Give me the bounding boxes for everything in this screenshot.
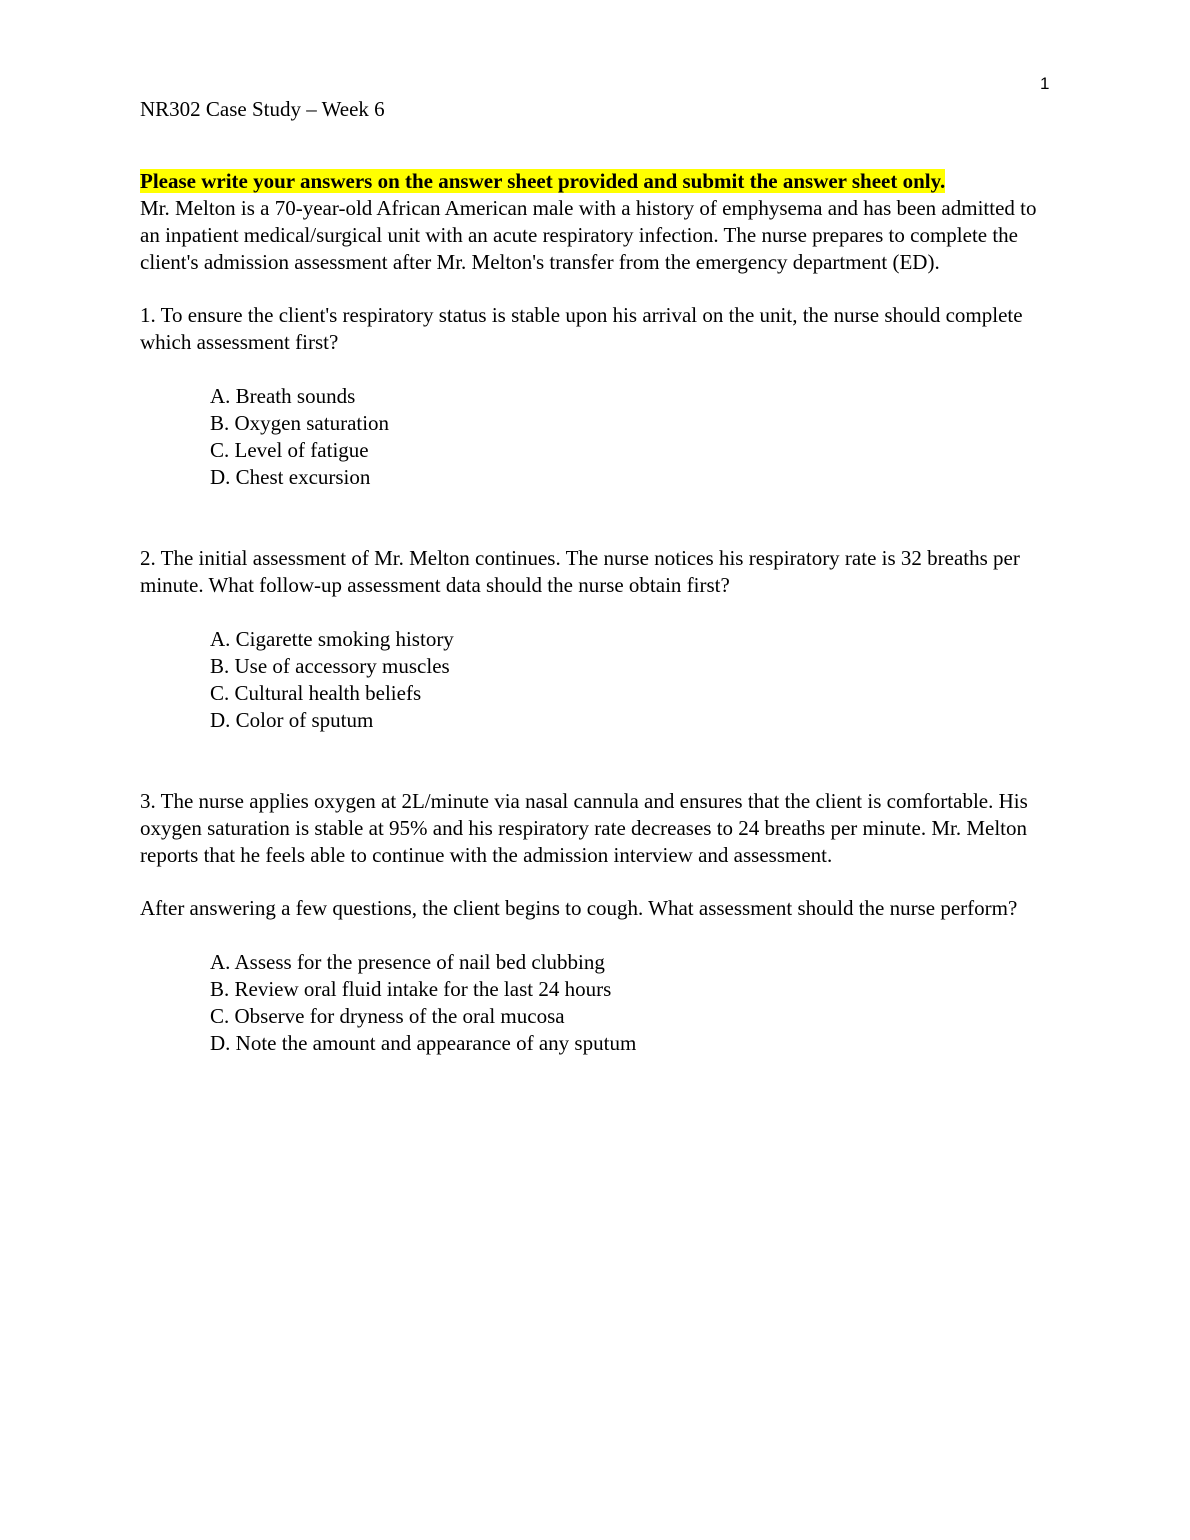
scenario-paragraph: Mr. Melton is a 70-year-old African American male with a history of emphysema and has been admitted to an inpatient medical/surgical unit with an acute respiratory infection. The nurse prepares to complete the client's admission assessment after Mr. Melton's transfer from the emergency department (ED). — [140, 196, 1037, 274]
question-1-option-b: B. Oxygen saturation — [210, 411, 390, 435]
question-3 — [140, 788, 1050, 1057]
question-3-stem: 3. The nurse applies oxygen at 2L/minute via nasal cannula and ensures that the client is comfortable. His oxygen saturation is stable at 95% and his respiratory rate decreases to 24 breaths per minute. Mr. Melton reports that he feels able to continue with the admission interview and assessment. — [140, 789, 1028, 867]
question-2-stem: 2. The initial assessment of Mr. Melton continues. The nurse notices his respiratory rate is 32 breaths per minute. What follow-up assessment data should the nurse obtain first? — [140, 546, 1020, 597]
instruction-banner — [140, 168, 1050, 195]
question-3-option-b: B. Review oral fluid intake for the last 24 hours — [210, 977, 612, 1001]
question-3-followup: After answering a few questions, the client begins to cough. What assessment should the nurse perform? — [140, 896, 1018, 920]
question-1-option-d: D. Chest excursion — [210, 465, 371, 489]
question-3-option-c: C. Observe for dryness of the oral mucosa — [210, 1004, 565, 1028]
question-2-option-d: D. Color of sputum — [210, 708, 374, 732]
question-1-option-c: C. Level of fatigue — [210, 438, 369, 462]
document-body — [140, 96, 1050, 1057]
question-3-option-d: D. Note the amount and appearance of any sputum — [210, 1031, 637, 1055]
page-number: 1 — [1040, 74, 1050, 93]
question-2 — [140, 545, 1050, 734]
question-2-options — [140, 626, 1050, 734]
question-3-option-a: A. Assess for the presence of nail bed clubbing — [210, 950, 605, 974]
question-3-options — [140, 949, 1050, 1057]
document-title: NR302 Case Study – Week 6 — [140, 97, 385, 121]
question-1-option-a: A. Breath sounds — [210, 384, 356, 408]
question-1 — [140, 302, 1050, 491]
question-1-stem: 1. To ensure the client's respiratory status is stable upon his arrival on the unit, the nurse should complete which assessment first? — [140, 303, 1023, 354]
question-1-options — [140, 383, 1050, 491]
question-2-option-a: A. Cigarette smoking history — [210, 627, 454, 651]
instruction-text: Please write your answers on the answer sheet provided and submit the answer sheet only. — [140, 169, 946, 193]
question-2-option-b: B. Use of accessory muscles — [210, 654, 450, 678]
question-2-option-c: C. Cultural health beliefs — [210, 681, 422, 705]
